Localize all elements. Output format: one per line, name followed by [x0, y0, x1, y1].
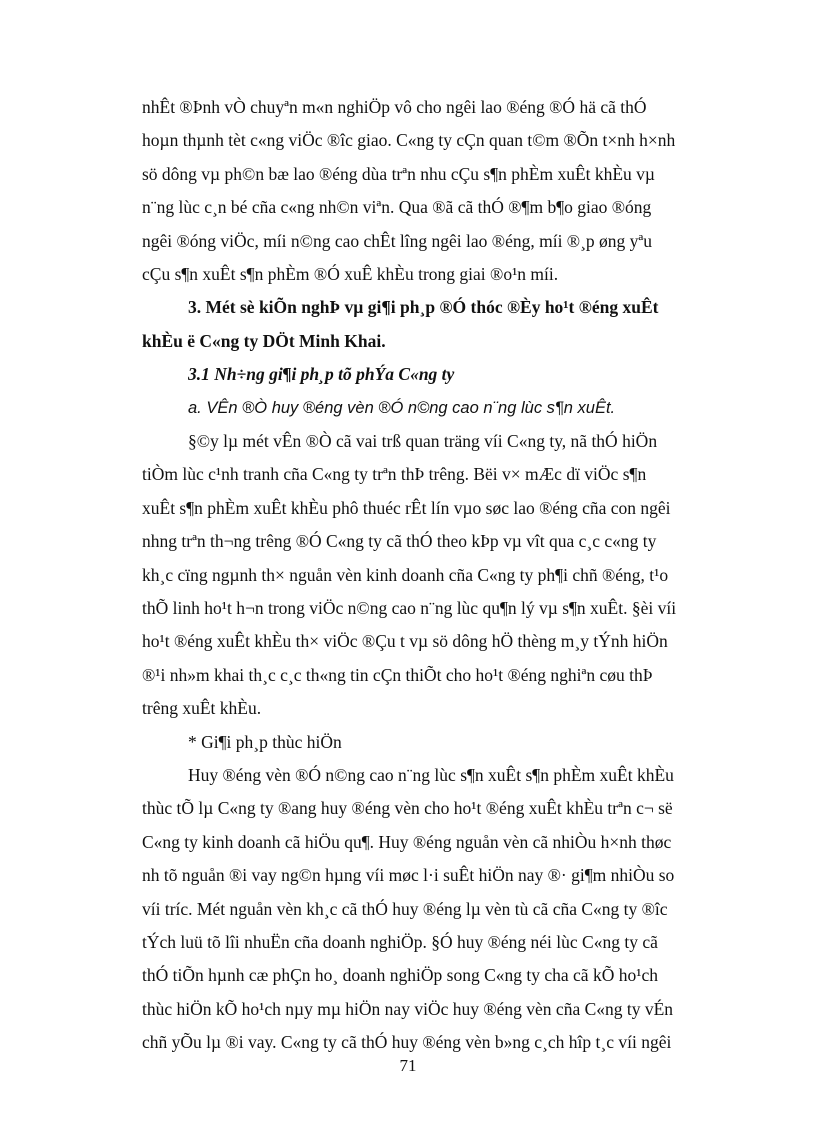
section-heading: 3. Mét sè kiÕn nghÞ vµ gi¶i ph¸p ®Ó thóc ®Èy ho¹t ®éng xuÊt: [188, 297, 659, 318]
body-text-line: thùc tÕ lµ C«ng ty ®ang huy ®éng vèn cho ho¹t ®éng xuÊt khÈu trªn c¬ së: [142, 798, 673, 819]
paragraph-first-line: Huy ®éng vèn ®Ó n©ng cao n¨ng lùc s¶n xuÊt s¶n phÈm xuÊt khÈu: [188, 765, 674, 785]
body-text-line: xuÊt s¶n phÈm xuÊt khÈu phô thuéc rÊt lín vµo søc lao ®éng cña con ngêi: [142, 497, 671, 518]
solution-label: * Gi¶i ph¸p thùc hiÖn: [188, 731, 342, 752]
item-heading: a. VÊn ®Ò huy ®éng vèn ®Ó n©ng cao n¨ng lùc s¶n xuÊt.: [188, 398, 616, 417]
body-text-line: cÇu s¶n xuÊt s¶n phÈm ®Ó xuÊ khÈu trong giai ®o¹n míi.: [142, 264, 559, 284]
body-text-line: C«ng ty kinh doanh cã hiÖu qu¶. Huy ®éng nguån vèn cã nhiÒu h×nh thøc: [142, 831, 672, 852]
body-text-line: víi tríc. Mét nguån vèn kh¸c cã thÓ huy ®éng lµ vèn tù cã cña C«ng ty ®îc: [142, 898, 668, 919]
body-text-line: ngêi ®óng viÖc, míi n©ng cao chÊt lîng ngêi lao ®éng, míi ®¸p øng yªu: [142, 230, 653, 251]
body-text-line: trêng xuÊt khÈu.: [142, 698, 262, 719]
body-text-line: n¨ng lùc c¸n bé cña c«ng nh©n viªn. Qua ®ã cã thÓ ®¶m b¶o giao ®óng: [142, 197, 652, 218]
body-text-line: kh¸c cïng ngµnh th× nguån vèn kinh doanh cña C«ng ty ph¶i chñ ®éng, t¹o: [142, 564, 669, 585]
paragraph-first-line: §©y lµ mét vÊn ®Ò cã vai trß quan träng víi C«ng ty, nã thÓ hiÖn: [188, 431, 658, 451]
body-text-line: chñ yÕu lµ ®i vay. C«ng ty cã thÓ huy ®éng vèn b»ng c¸ch hîp t¸c víi ngêi: [142, 1032, 672, 1053]
body-text-line: thùc hiÖn kÕ ho¹ch nµy mµ hiÖn nay viÖc huy ®éng vèn cña C«ng ty vÉn: [142, 998, 674, 1019]
body-text-line: nhng trªn th¬ng trêng ®Ó C«ng ty cã thÓ theo kÞp vµ vît qua c¸c c«ng ty: [142, 531, 657, 552]
body-text-line: tiÒm lùc c¹nh tranh cña C«ng ty trªn thÞ trêng. Bëi v× mÆc dï viÖc s¶n: [142, 464, 647, 485]
subsection-heading: 3.1 Nh÷ng gi¶i ph¸p tõ phÝa C«ng ty: [188, 364, 455, 385]
body-text-line: hoµn thµnh tèt c«ng viÖc ®îc giao. C«ng ty cÇn quan t©m ®Õn t×nh h×nh: [142, 130, 676, 151]
body-text-line: ho¹t ®éng xuÊt khÈu th× viÖc ®Çu t vµ sö dông hÖ thèng m¸y tÝnh hiÖn: [142, 631, 668, 652]
page-number: 71: [399, 1056, 417, 1075]
body-text-line: thÓ tiÕn hµnh cæ phÇn ho¸ doanh nghiÖp song C«ng ty cha cã kÕ ho¹ch: [142, 965, 658, 986]
body-text-line: ®¹i nh»m khai th¸c c¸c th«ng tin cÇn thiÕt cho ho¹t ®éng nghiªn cøu thÞ: [142, 664, 653, 685]
body-text-line: nh tõ nguån ®i vay ng©n hµng víi møc l·i suÊt hiÖn nay ®· gi¶m nhiÒu so: [142, 865, 675, 886]
section-heading-continued: khÈu ë C«ng ty DÖt Minh Khai.: [142, 330, 386, 351]
body-text-line: thÕ linh ho¹t h¬n trong viÖc n©ng cao n¨ng lùc qu¶n lý vµ s¶n xuÊt. §èi víi: [142, 598, 677, 618]
body-text-line: nhÊt ®Þnh vÒ chuyªn m«n nghiÖp vô cho ngêi lao ®éng ®Ó hä cã thÓ: [142, 97, 647, 117]
body-text-line: sö dông vµ ph©n bæ lao ®éng dùa trªn nhu cÇu s¶n phÈm xuÊt khÈu vµ: [142, 163, 656, 184]
body-text-line: tÝch luü tõ lîi nhuËn cña doanh nghiÖp. §Ó huy ®éng néi lùc C«ng ty cã: [142, 932, 658, 952]
